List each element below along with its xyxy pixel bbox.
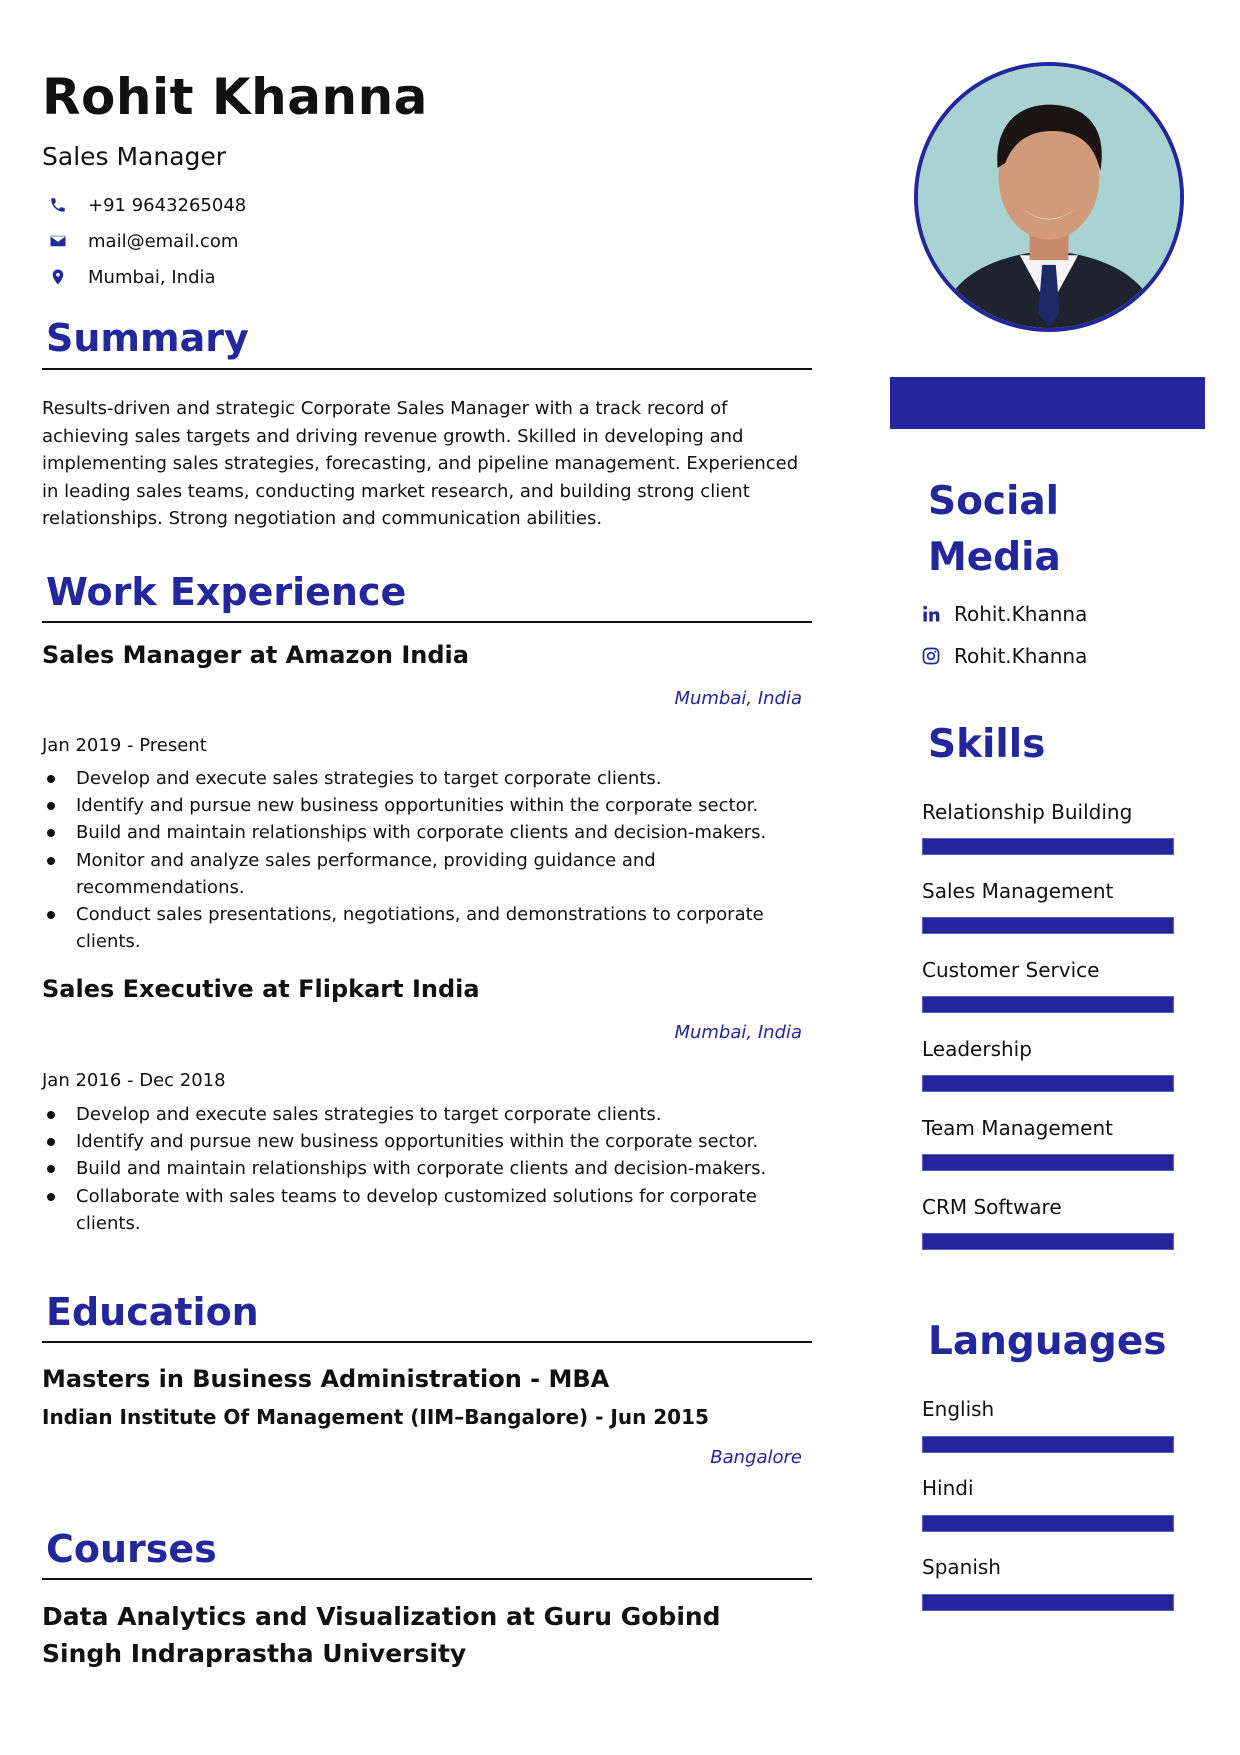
language-bar <box>922 1436 1174 1453</box>
job-connector: at <box>249 641 278 669</box>
instagram-handle: Rohit.Khanna <box>954 644 1088 668</box>
skill-bar-fill <box>922 917 1174 934</box>
location-icon <box>46 265 70 289</box>
education-institution: Indian Institute Of Management (IIM–Bangalore) - Jun 2015 <box>42 1405 709 1429</box>
language-bar-fill <box>922 1594 1174 1611</box>
phone-value: +91 9643265048 <box>88 194 247 216</box>
list-item: Develop and execute sales strategies to target corporate clients. <box>42 765 812 792</box>
job-bullets <box>42 765 812 955</box>
contact-phone <box>42 193 442 217</box>
list-item: Build and maintain relationships with corporate clients and decision-makers. <box>42 1155 812 1182</box>
language-label: Spanish <box>922 1555 1001 1579</box>
skill-bar-fill <box>922 838 1174 855</box>
job-title: Sales Manager <box>42 641 242 669</box>
job-dates: Jan 2016 - Dec 2018 <box>42 1070 226 1091</box>
courses-heading: Courses <box>46 1527 217 1571</box>
course-item <box>42 1598 782 1672</box>
contact-email <box>42 229 442 253</box>
job-company: Amazon India <box>285 641 469 669</box>
social-item-instagram[interactable] <box>920 644 1087 668</box>
job-heading <box>42 641 469 669</box>
list-item: Monitor and analyze sales performance, providing guidance and recommendations. <box>42 847 812 901</box>
profile-photo <box>914 62 1184 332</box>
skill-bar-fill <box>922 1233 1174 1250</box>
skill-bar <box>922 1154 1174 1171</box>
candidate-name: Rohit Khanna <box>42 68 428 126</box>
education-location: Bangalore <box>710 1447 802 1468</box>
skill-bar <box>922 1233 1174 1250</box>
email-value: mail@email.com <box>88 230 239 252</box>
section-divider <box>42 1341 812 1343</box>
linkedin-icon <box>920 603 942 625</box>
job-bullets <box>42 1101 812 1237</box>
job-location: Mumbai, India <box>674 688 802 709</box>
location-value: Mumbai, India <box>88 266 216 288</box>
language-label: English <box>922 1397 995 1421</box>
skill-bar <box>922 1075 1174 1092</box>
language-bar-fill <box>922 1515 1174 1532</box>
language-bar <box>922 1594 1174 1611</box>
social-item-linkedin[interactable] <box>920 602 1087 626</box>
job-company: Flipkart India <box>298 975 480 1003</box>
skill-bar-fill <box>922 996 1174 1013</box>
contact-location <box>42 265 442 289</box>
list-item: Identify and pursue new business opportunities within the corporate sector. <box>42 1128 812 1155</box>
summary-text: Results-driven and strategic Corporate Sales Manager with a track record of achieving sales targets and driving revenue growth. Skilled in developing and implementing sales strategies, forecasting, and pipeline management. Experienced in leading sales teams, conducting market research, and building strong client relationships. Strong negotiation and communication abilities. <box>42 398 799 529</box>
education-degree: Masters in Business Administration - MBA <box>42 1365 610 1393</box>
email-icon <box>46 229 70 253</box>
job-connector: at <box>262 975 290 1003</box>
language-bar-fill <box>922 1436 1174 1453</box>
list-item: Identify and pursue new business opportunities within the corporate sector. <box>42 792 812 819</box>
linkedin-handle: Rohit.Khanna <box>954 602 1088 626</box>
social-heading-line1: Social <box>928 479 1060 524</box>
skill-label: Customer Service <box>922 958 1100 982</box>
skill-bar <box>922 838 1174 855</box>
skill-label: CRM Software <box>922 1195 1062 1219</box>
list-item: Collaborate with sales teams to develop customized solutions for corporate clients. <box>42 1183 812 1237</box>
social-heading-line2: Media <box>928 535 1061 580</box>
course-name: Data Analytics and Visualization <box>42 1602 498 1631</box>
skill-bar <box>922 917 1174 934</box>
skill-label: Team Management <box>922 1116 1113 1140</box>
job-title: Sales Executive <box>42 975 254 1003</box>
course-connector: at <box>506 1602 535 1631</box>
section-divider <box>42 621 812 623</box>
section-divider <box>42 1578 812 1580</box>
skill-bar-fill <box>922 1154 1174 1171</box>
skill-bar <box>922 996 1174 1013</box>
skill-label: Leadership <box>922 1037 1032 1061</box>
job-dates: Jan 2019 - Present <box>42 735 207 756</box>
language-label: Hindi <box>922 1476 974 1500</box>
skill-label: Sales Management <box>922 879 1114 903</box>
education-heading: Education <box>46 1290 259 1334</box>
job-heading <box>42 975 480 1003</box>
section-divider <box>42 368 812 370</box>
list-item: Develop and execute sales strategies to target corporate clients. <box>42 1101 812 1128</box>
language-bar <box>922 1515 1174 1532</box>
accent-bar <box>890 377 1205 429</box>
instagram-icon <box>920 645 942 667</box>
social-heading <box>928 474 1061 586</box>
skill-bar-fill <box>922 1075 1174 1092</box>
summary-heading: Summary <box>46 316 249 360</box>
skill-label: Relationship Building <box>922 800 1133 824</box>
list-item: Build and maintain relationships with corporate clients and decision-makers. <box>42 819 812 846</box>
languages-heading: Languages <box>928 1319 1167 1364</box>
course-institution: Guru Gobind Singh Indraprastha University <box>42 1602 721 1668</box>
job-location: Mumbai, India <box>674 1022 802 1043</box>
phone-icon <box>46 193 70 217</box>
candidate-title: Sales Manager <box>42 142 227 171</box>
skills-heading: Skills <box>928 722 1046 767</box>
list-item: Conduct sales presentations, negotiations, and demonstrations to corporate clients. <box>42 901 812 955</box>
experience-heading: Work Experience <box>46 570 407 614</box>
